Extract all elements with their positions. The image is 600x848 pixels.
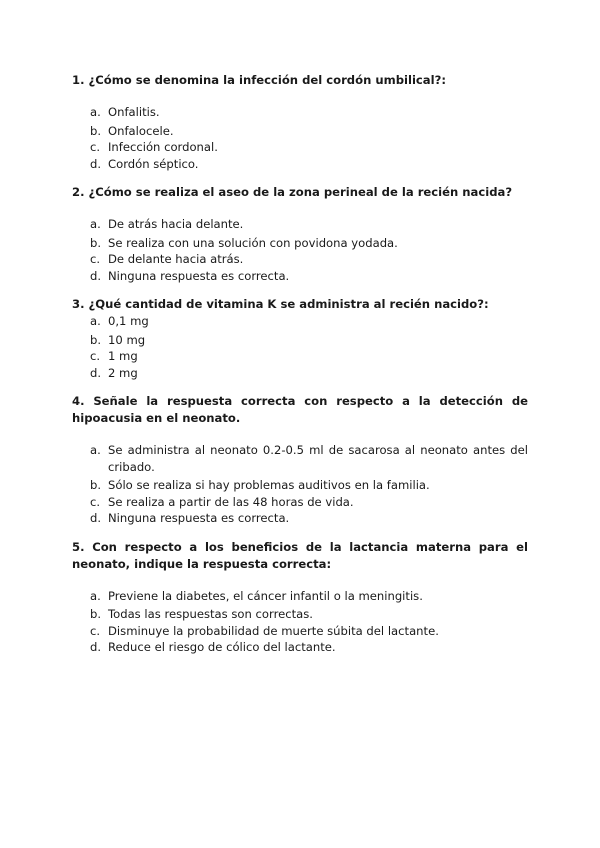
option-letter: b. [90,478,102,492]
option-letter: d. [90,365,102,380]
option-letter: a. [90,105,101,119]
option-item [72,606,528,623]
option-item [72,104,528,121]
option-text: 1 mg [108,349,138,363]
question-title: 3. ¿Qué cantidad de vitamina K se administra al recién nacido?: [72,297,489,311]
option-letter: b. [90,607,102,621]
question-2 [72,184,528,284]
option-text: Todas las respuestas son correctas. [108,607,313,621]
question-title: 1. ¿Cómo se denomina la infección del cordón umbilical?: [72,73,446,87]
option-letter: c. [90,252,101,266]
option-item [72,494,528,511]
option-text: Cordón séptico. [108,156,199,171]
quiz-page [72,72,528,656]
option-text: Infección cordonal. [108,140,218,154]
option-letter: b. [90,123,102,138]
options-list [72,588,528,656]
option-text: Onfalocele. [108,123,174,138]
option-text: De atrás hacia delante. [108,217,244,231]
options-list [72,104,528,172]
option-text: De delante hacia atrás. [108,252,244,266]
option-item [72,348,528,365]
option-text: Reduce el riesgo de cólico del lactante. [108,640,336,654]
option-text: Ninguna respuesta es correcta. [108,511,290,525]
question-title: 5. Con respecto a los beneficios de la lactancia materna para el neonato, indique la respuesta correcta: [72,539,528,571]
option-letter: c. [90,494,101,509]
option-text: Se realiza a partir de las 48 horas de vida. [108,494,354,509]
option-item [72,313,528,330]
question-4 [72,393,528,527]
option-text: Onfalitis. [108,105,160,119]
question-3 [72,296,528,381]
option-item [72,268,528,285]
options-list [72,442,528,527]
option-item [72,156,528,173]
question-5 [72,539,528,656]
option-letter: c. [90,623,101,638]
option-item [72,235,528,252]
option-item [72,251,528,268]
option-item [72,442,528,475]
option-letter: d. [90,156,102,171]
option-text: 2 mg [108,365,138,380]
option-item [72,510,528,527]
option-letter: a. [90,443,101,457]
question-title: 4. Señale la respuesta correcta con respecto a la detección de hipoacusia en el neonato. [72,394,528,425]
option-letter: b. [90,332,102,347]
option-item [72,216,528,233]
option-item [72,623,528,640]
option-letter: d. [90,268,102,283]
option-text: 0,1 mg [108,314,149,328]
option-letter: c. [90,140,101,154]
option-item [72,123,528,140]
option-item [72,332,528,349]
option-item [72,365,528,382]
option-item [72,588,528,605]
question-1 [72,72,528,172]
question-title: 2. ¿Cómo se realiza el aseo de la zona perineal de la recién nacida? [72,185,513,199]
option-letter: d. [90,640,102,654]
option-letter: c. [90,349,101,363]
option-text: Ninguna respuesta es correcta. [108,268,290,283]
options-list [72,216,528,284]
option-item [72,477,528,494]
options-list [72,313,528,381]
option-item [72,639,528,656]
option-text: Se realiza con una solución con povidona yodada. [108,235,398,250]
option-item [72,139,528,156]
option-text: Sólo se realiza si hay problemas auditivos en la familia. [108,478,430,492]
option-text: 10 mg [108,332,146,347]
option-letter: a. [90,314,101,328]
option-letter: a. [90,217,101,231]
option-letter: a. [90,588,101,603]
option-letter: b. [90,235,102,250]
option-text: Disminuye la probabilidad de muerte súbita del lactante. [108,623,439,638]
option-letter: d. [90,511,102,525]
option-text: Previene la diabetes, el cáncer infantil o la meningitis. [108,588,423,603]
option-text: Se administra al neonato 0.2-0.5 ml de sacarosa al neonato antes del cribado. [108,443,528,474]
